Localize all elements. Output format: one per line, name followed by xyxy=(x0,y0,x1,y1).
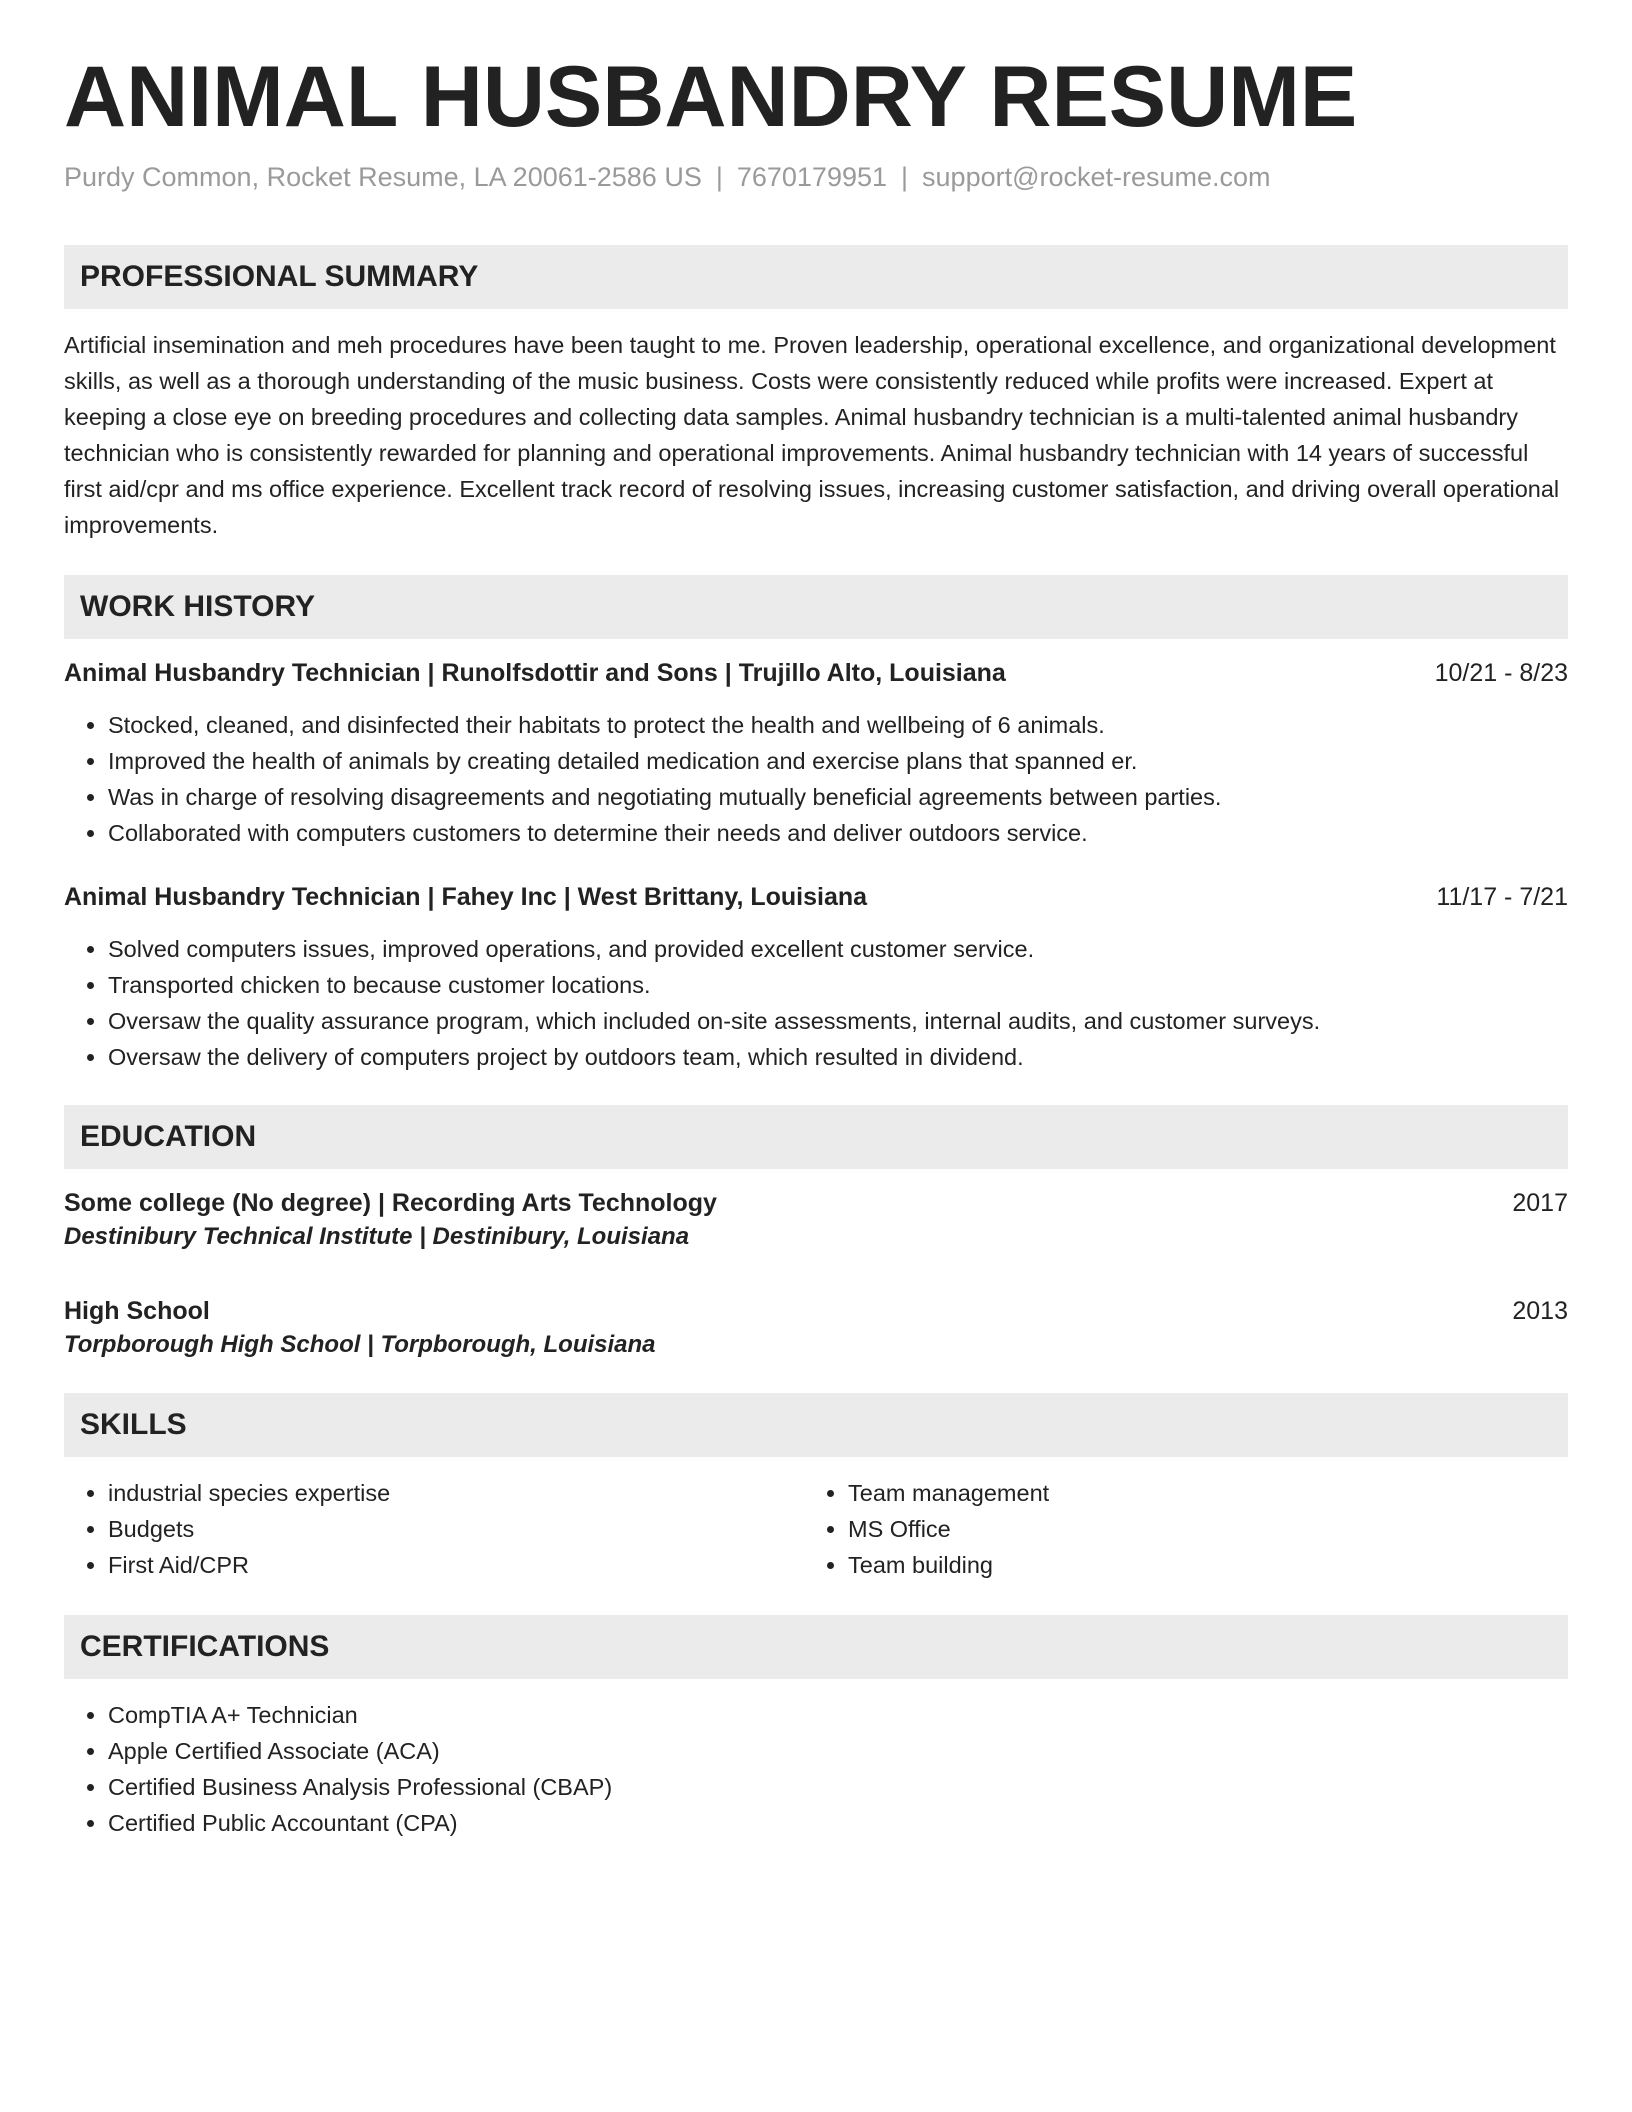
skill-item: • industrial species expertise xyxy=(108,1475,804,1511)
contact-separator: | xyxy=(715,162,723,193)
job-bullet: • Improved the health of animals by creating detailed medication and exercise plans that spanned er. xyxy=(108,743,1568,779)
skill-item: • Team building xyxy=(848,1547,1544,1583)
skills-list-left xyxy=(64,1475,804,1583)
skill-item: • Team management xyxy=(848,1475,1544,1511)
certification-item: • Certified Public Accountant (CPA) xyxy=(108,1805,1568,1841)
contact-line xyxy=(64,160,1568,195)
job-bullet: • Oversaw the quality assurance program, which included on-site assessments, internal audits, and customer surveys. xyxy=(108,1003,1568,1039)
job-bullet: • Was in charge of resolving disagreements and negotiating mutually beneficial agreements between parties. xyxy=(108,779,1568,815)
job-entry-header xyxy=(64,881,1568,913)
education-school: Torpborough High School | Torpborough, Louisiana xyxy=(64,1331,656,1359)
skills-list-right xyxy=(804,1475,1544,1583)
section-header-education: EDUCATION xyxy=(64,1105,1568,1169)
section-header-skills: SKILLS xyxy=(64,1393,1568,1457)
job-bullet-list xyxy=(64,931,1568,1075)
job-bullet: • Transported chicken to because customer locations. xyxy=(108,967,1568,1003)
job-dates: 10/21 - 8/23 xyxy=(1434,659,1568,688)
section-header-summary: PROFESSIONAL SUMMARY xyxy=(64,245,1568,309)
job-bullet: • Collaborated with computers customers to determine their needs and deliver outdoors service. xyxy=(108,815,1568,851)
education-degree: High School xyxy=(64,1297,210,1326)
section-header-work-history: WORK HISTORY xyxy=(64,575,1568,639)
job-dates: 11/17 - 7/21 xyxy=(1436,883,1568,912)
education-entry-header xyxy=(64,1295,1568,1327)
education-entry-header xyxy=(64,1187,1568,1219)
job-bullet-list xyxy=(64,707,1568,851)
contact-phone: 7670179951 xyxy=(736,162,888,193)
education-degree: Some college (No degree) | Recording Arts Technology xyxy=(64,1189,717,1218)
certification-item: • Apple Certified Associate (ACA) xyxy=(108,1733,1568,1769)
section-header-certifications: CERTIFICATIONS xyxy=(64,1615,1568,1679)
skill-item: • Budgets xyxy=(108,1511,804,1547)
resume-title: ANIMAL HUSBANDRY RESUME xyxy=(64,49,1358,145)
skills-columns xyxy=(64,1475,1568,1583)
certification-item: • Certified Business Analysis Professional (CBAP) xyxy=(108,1769,1568,1805)
skill-item: • First Aid/CPR xyxy=(108,1547,804,1583)
job-bullet: • Stocked, cleaned, and disinfected their habitats to protect the health and wellbeing of 6 animals. xyxy=(108,707,1568,743)
job-entry-header xyxy=(64,657,1568,689)
skill-item: • MS Office xyxy=(848,1511,1544,1547)
summary-text: Artificial insemination and meh procedures have been taught to me. Proven leadership, operational excellence, and organizational development skills, as well as a thorough understanding of the music business. Costs were consistently reduced while profits were increased. Expert at keeping a close eye on breeding procedures and collecting data samples. Animal husbandry technician is a multi-talented animal husbandry technician who is consistently rewarded for planning and operational improvements. Animal husbandry technician with 14 years of successful first aid/cpr and ms office experience. Excellent track record of resolving issues, increasing customer satisfaction, and driving overall operational improvements. xyxy=(64,332,1560,539)
certification-item: • CompTIA A+ Technician xyxy=(108,1697,1568,1733)
job-title: Animal Husbandry Technician | Fahey Inc | West Brittany, Louisiana xyxy=(64,883,868,912)
contact-separator: | xyxy=(901,162,909,193)
job-bullet: • Solved computers issues, improved operations, and provided excellent customer service. xyxy=(108,931,1568,967)
education-school: Destinibury Technical Institute | Destinibury, Louisiana xyxy=(64,1223,690,1251)
education-year: 2013 xyxy=(1512,1297,1568,1326)
contact-email: support@rocket-resume.com xyxy=(922,162,1271,193)
job-bullet: • Oversaw the delivery of computers project by outdoors team, which resulted in dividend. xyxy=(108,1039,1568,1075)
contact-address: Purdy Common, Rocket Resume, LA 20061-2586 US xyxy=(64,162,702,193)
certifications-list xyxy=(64,1697,1568,1841)
job-title: Animal Husbandry Technician | Runolfsdottir and Sons | Trujillo Alto, Louisiana xyxy=(64,659,1006,688)
education-year: 2017 xyxy=(1512,1189,1568,1218)
